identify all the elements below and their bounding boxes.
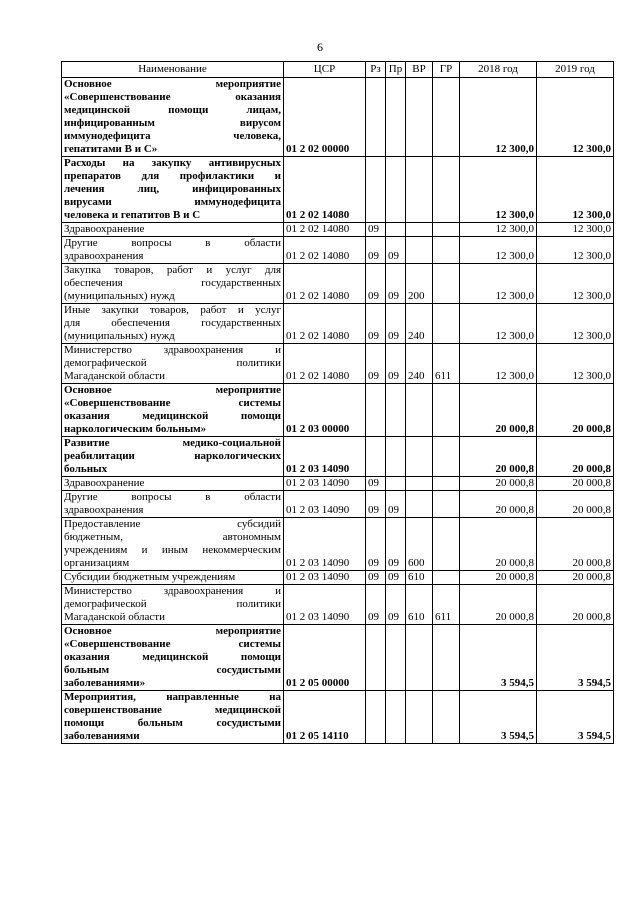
- cell-y2019: 20 000,8: [537, 585, 614, 625]
- cell-rz: 09: [366, 491, 386, 518]
- cell-vr: [406, 437, 433, 477]
- table-row: [62, 223, 614, 237]
- cell-y2018: 20 000,8: [460, 437, 537, 477]
- row-name-line: Субсидии бюджетным учреждениям: [64, 571, 236, 583]
- cell-y2019: 3 594,5: [537, 625, 614, 691]
- cell-csr: 01 2 02 14080: [284, 237, 366, 264]
- cell-rz: 09: [366, 237, 386, 264]
- header-2019: 2019 год: [537, 62, 614, 78]
- cell-vr: [406, 625, 433, 691]
- table-row: [62, 477, 614, 491]
- cell-csr: 01 2 03 14090: [284, 491, 366, 518]
- row-name-line: «Совершенствование системы: [64, 638, 281, 650]
- cell-gr: [433, 518, 460, 571]
- row-name-line: демографической политики: [64, 357, 281, 369]
- header-rz: Рз: [366, 62, 386, 78]
- cell-csr: 01 2 05 14110: [284, 691, 366, 744]
- cell-pr: 09: [386, 264, 406, 304]
- row-name-line: учреждениям и иным некоммерческим: [64, 544, 281, 556]
- table-row: [62, 491, 614, 518]
- row-name-line: Здравоохранение: [64, 223, 145, 235]
- cell-rz: 09: [366, 585, 386, 625]
- cell-y2018: 3 594,5: [460, 625, 537, 691]
- cell-vr: [406, 78, 433, 157]
- cell-y2019: 12 300,0: [537, 78, 614, 157]
- row-name-line: (муниципальных) нужд: [64, 290, 175, 302]
- header-gr: ГР: [433, 62, 460, 78]
- row-name: [62, 585, 284, 625]
- cell-y2018: 20 000,8: [460, 585, 537, 625]
- row-name-line: бюджетным, автономным: [64, 531, 281, 543]
- cell-gr: [433, 384, 460, 437]
- cell-y2018: 12 300,0: [460, 344, 537, 384]
- row-name-line: Министерство здравоохранения и: [64, 344, 281, 356]
- table-row: [62, 264, 614, 304]
- row-name: [62, 491, 284, 518]
- cell-rz: 09: [366, 571, 386, 585]
- cell-y2018: 12 300,0: [460, 237, 537, 264]
- cell-gr: [433, 437, 460, 477]
- cell-pr: [386, 477, 406, 491]
- row-name-line: «Совершенствование системы: [64, 397, 281, 409]
- cell-vr: 610: [406, 585, 433, 625]
- cell-pr: 09: [386, 237, 406, 264]
- cell-gr: [433, 304, 460, 344]
- row-name-line: иммунодефицита человека,: [64, 130, 281, 142]
- row-name-line: медицинской помощи лицам,: [64, 104, 281, 116]
- cell-gr: 611: [433, 585, 460, 625]
- cell-csr: 01 2 03 14090: [284, 437, 366, 477]
- row-name-line: Предоставление субсидий: [64, 518, 281, 530]
- row-name: [62, 78, 284, 157]
- row-name-line: Другие вопросы в области: [64, 237, 281, 249]
- header-2018: 2018 год: [460, 62, 537, 78]
- cell-csr: 01 2 02 14080: [284, 304, 366, 344]
- table-row: [62, 344, 614, 384]
- table-row: [62, 237, 614, 264]
- cell-pr: 09: [386, 518, 406, 571]
- cell-csr: 01 2 02 14080: [284, 223, 366, 237]
- row-name-line: Основное мероприятие: [64, 625, 281, 637]
- cell-gr: [433, 223, 460, 237]
- row-name-line: для обеспечения государственных: [64, 317, 281, 329]
- budget-table: [61, 61, 614, 744]
- cell-y2019: 20 000,8: [537, 518, 614, 571]
- cell-pr: [386, 78, 406, 157]
- row-name: [62, 384, 284, 437]
- row-name-line: Здравоохранение: [64, 477, 145, 489]
- cell-pr: [386, 384, 406, 437]
- table-row: [62, 437, 614, 477]
- cell-y2018: 12 300,0: [460, 304, 537, 344]
- cell-csr: 01 2 02 14080: [284, 157, 366, 223]
- cell-csr: 01 2 05 00000: [284, 625, 366, 691]
- cell-y2018: 20 000,8: [460, 477, 537, 491]
- cell-gr: [433, 477, 460, 491]
- cell-y2019: 20 000,8: [537, 437, 614, 477]
- cell-pr: [386, 625, 406, 691]
- row-name-line: обеспечения государственных: [64, 277, 281, 289]
- cell-y2019: 12 300,0: [537, 304, 614, 344]
- cell-y2019: 3 594,5: [537, 691, 614, 744]
- cell-vr: [406, 477, 433, 491]
- row-name-line: Магаданской области: [64, 611, 165, 623]
- cell-vr: [406, 237, 433, 264]
- row-name-line: оказания медицинской помощи: [64, 410, 281, 422]
- cell-rz: 09: [366, 223, 386, 237]
- row-name-line: Иные закупки товаров, работ и услуг: [64, 304, 281, 316]
- cell-vr: 240: [406, 304, 433, 344]
- cell-vr: [406, 157, 433, 223]
- table-row: [62, 157, 614, 223]
- row-name: [62, 237, 284, 264]
- row-name: [62, 518, 284, 571]
- row-name-line: (муниципальных) нужд: [64, 330, 175, 342]
- row-name-line: оказания медицинской помощи: [64, 651, 281, 663]
- table-row: [62, 304, 614, 344]
- row-name-line: больным сосудистыми: [64, 664, 281, 676]
- row-name: [62, 344, 284, 384]
- table-body: [62, 78, 614, 744]
- row-name-line: наркологическим больным»: [64, 423, 207, 435]
- cell-pr: 09: [386, 571, 406, 585]
- row-name: [62, 691, 284, 744]
- row-name: [62, 437, 284, 477]
- row-name-line: вирусами иммунодефицита: [64, 196, 281, 208]
- cell-gr: [433, 264, 460, 304]
- cell-y2018: 3 594,5: [460, 691, 537, 744]
- cell-y2018: 20 000,8: [460, 384, 537, 437]
- row-name-line: Расходы на закупку антивирусных: [64, 157, 281, 169]
- row-name-line: Развитие медико-социальной: [64, 437, 281, 449]
- header-name: Наименование: [62, 62, 284, 78]
- cell-vr: 240: [406, 344, 433, 384]
- header-pr: Пр: [386, 62, 406, 78]
- cell-y2018: 20 000,8: [460, 518, 537, 571]
- cell-pr: 09: [386, 491, 406, 518]
- cell-rz: 09: [366, 518, 386, 571]
- cell-gr: [433, 237, 460, 264]
- row-name-line: Другие вопросы в области: [64, 491, 281, 503]
- cell-rz: 09: [366, 304, 386, 344]
- row-name-line: демографической политики: [64, 598, 281, 610]
- table-row: [62, 78, 614, 157]
- table-row: [62, 518, 614, 571]
- cell-gr: [433, 491, 460, 518]
- cell-vr: 610: [406, 571, 433, 585]
- cell-rz: 09: [366, 477, 386, 491]
- row-name: [62, 477, 284, 491]
- row-name-line: препаратов для профилактики и: [64, 170, 281, 182]
- row-name-line: помощи больным сосудистыми: [64, 717, 281, 729]
- cell-pr: [386, 157, 406, 223]
- cell-csr: 01 2 03 14090: [284, 585, 366, 625]
- cell-csr: 01 2 02 14080: [284, 344, 366, 384]
- cell-y2019: 20 000,8: [537, 477, 614, 491]
- cell-rz: 09: [366, 264, 386, 304]
- row-name-line: реабилитации наркологических: [64, 450, 281, 462]
- cell-rz: [366, 78, 386, 157]
- table-row: [62, 691, 614, 744]
- cell-y2018: 12 300,0: [460, 223, 537, 237]
- cell-csr: 01 2 03 14090: [284, 518, 366, 571]
- cell-y2019: 20 000,8: [537, 384, 614, 437]
- row-name-line: человека и гепатитов В и С: [64, 209, 201, 221]
- cell-y2019: 20 000,8: [537, 571, 614, 585]
- row-name-line: инфицированным вирусом: [64, 117, 281, 129]
- cell-gr: [433, 78, 460, 157]
- table-row: [62, 384, 614, 437]
- cell-gr: [433, 625, 460, 691]
- cell-vr: 200: [406, 264, 433, 304]
- row-name-line: заболеваниями: [64, 730, 140, 742]
- cell-y2019: 12 300,0: [537, 223, 614, 237]
- cell-rz: [366, 691, 386, 744]
- cell-csr: 01 2 03 14090: [284, 477, 366, 491]
- cell-y2018: 12 300,0: [460, 264, 537, 304]
- row-name-line: Закупка товаров, работ и услуг для: [64, 264, 281, 276]
- table-row: [62, 625, 614, 691]
- cell-y2018: 12 300,0: [460, 157, 537, 223]
- cell-vr: [406, 491, 433, 518]
- row-name-line: гепатитами В и С»: [64, 143, 158, 155]
- row-name-line: Основное мероприятие: [64, 78, 281, 90]
- row-name-line: Основное мероприятие: [64, 384, 281, 396]
- row-name: [62, 223, 284, 237]
- row-name-line: здравоохранения: [64, 250, 144, 262]
- row-name-line: Министерство здравоохранения и: [64, 585, 281, 597]
- cell-csr: 01 2 03 14090: [284, 571, 366, 585]
- cell-gr: [433, 571, 460, 585]
- row-name-line: совершенствование медицинской: [64, 704, 281, 716]
- cell-rz: 09: [366, 344, 386, 384]
- header-vr: ВР: [406, 62, 433, 78]
- cell-y2019: 12 300,0: [537, 237, 614, 264]
- cell-pr: [386, 691, 406, 744]
- row-name: [62, 157, 284, 223]
- cell-y2019: 20 000,8: [537, 491, 614, 518]
- row-name-line: «Совершенствование оказания: [64, 91, 281, 103]
- row-name-line: больных: [64, 463, 108, 475]
- cell-rz: [366, 384, 386, 437]
- row-name-line: здравоохранения: [64, 504, 144, 516]
- cell-rz: [366, 625, 386, 691]
- row-name-line: Магаданской области: [64, 370, 165, 382]
- cell-y2019: 12 300,0: [537, 264, 614, 304]
- cell-gr: [433, 157, 460, 223]
- cell-y2019: 12 300,0: [537, 157, 614, 223]
- row-name: [62, 571, 284, 585]
- cell-gr: 611: [433, 344, 460, 384]
- cell-csr: 01 2 02 00000: [284, 78, 366, 157]
- cell-y2018: 20 000,8: [460, 491, 537, 518]
- header-csr: ЦСР: [284, 62, 366, 78]
- cell-rz: [366, 437, 386, 477]
- table-row: [62, 571, 614, 585]
- row-name: [62, 625, 284, 691]
- cell-pr: [386, 437, 406, 477]
- row-name-line: заболеваниями»: [64, 677, 146, 689]
- cell-pr: [386, 223, 406, 237]
- cell-vr: [406, 384, 433, 437]
- page-number: 6: [317, 40, 323, 54]
- row-name-line: организациям: [64, 557, 130, 569]
- cell-vr: [406, 223, 433, 237]
- row-name-line: лечения лиц, инфицированных: [64, 183, 281, 195]
- cell-vr: [406, 691, 433, 744]
- cell-csr: 01 2 02 14080: [284, 264, 366, 304]
- cell-csr: 01 2 03 00000: [284, 384, 366, 437]
- row-name: [62, 264, 284, 304]
- row-name-line: Мероприятия, направленные на: [64, 691, 281, 703]
- cell-y2018: 12 300,0: [460, 78, 537, 157]
- cell-pr: 09: [386, 585, 406, 625]
- table-row: [62, 585, 614, 625]
- cell-y2018: 20 000,8: [460, 571, 537, 585]
- cell-vr: 600: [406, 518, 433, 571]
- cell-pr: 09: [386, 344, 406, 384]
- header-row: [62, 62, 614, 78]
- cell-pr: 09: [386, 304, 406, 344]
- cell-y2019: 12 300,0: [537, 344, 614, 384]
- cell-rz: [366, 157, 386, 223]
- cell-gr: [433, 691, 460, 744]
- row-name: [62, 304, 284, 344]
